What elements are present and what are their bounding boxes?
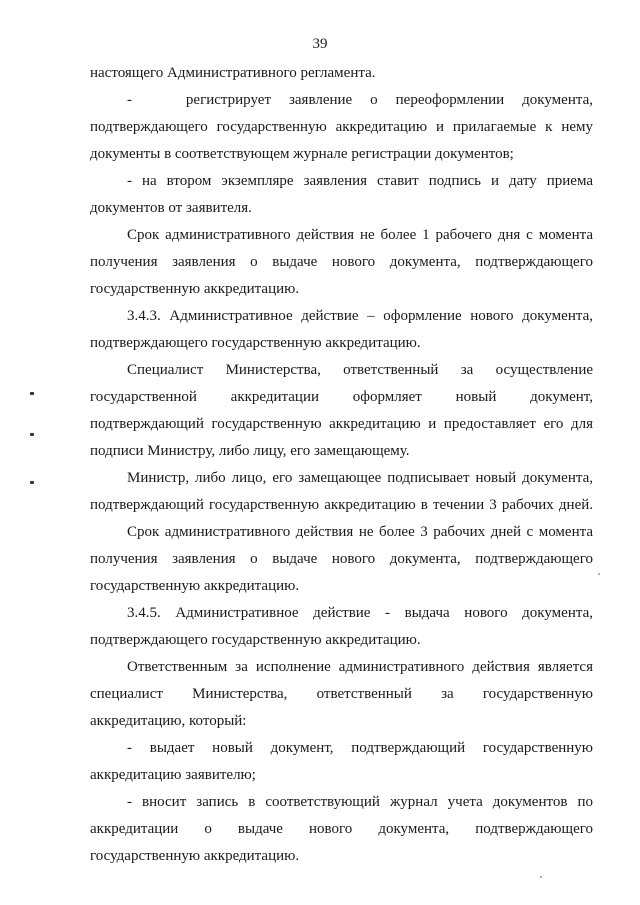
page-number: 39 — [312, 36, 328, 52]
text-line: - выдает новый документ, подтверждающий государственную — [127, 740, 593, 756]
text-line: специалист Министерства, ответственный за государственную — [90, 686, 593, 702]
text-line: получения заявления о выдаче нового документа, подтверждающего — [90, 551, 593, 567]
scan-mark — [30, 433, 34, 436]
scan-speck — [598, 573, 600, 575]
text-line: государственную аккредитацию. — [90, 578, 300, 594]
text-line: аккредитацию заявителю; — [90, 767, 256, 783]
document-body — [90, 60, 593, 870]
text-line: - на втором экземпляре заявления ставит подпись и дату приема — [127, 173, 593, 189]
text-line: - регистрирует заявление о переоформлении документа, — [127, 92, 593, 108]
text-line: подтверждающего государственную аккредитацию. — [90, 335, 421, 351]
text-line: 3.4.5. Административное действие - выдача нового документа, — [127, 605, 593, 621]
text-line: - вносит запись в соответствующий журнал учета документов по — [127, 794, 593, 810]
text-line: Министр, либо лицо, его замещающее подписывает новый документа, — [127, 470, 593, 486]
text-line: настоящего Административного регламента. — [90, 65, 376, 81]
text-line: 3.4.3. Административное действие – оформление нового документа, — [127, 308, 593, 324]
text-line: документов от заявителя. — [90, 200, 252, 216]
text-line: Специалист Министерства, ответственный за осуществление — [127, 362, 593, 378]
text-line: получения заявления о выдаче нового документа, подтверждающего — [90, 254, 593, 270]
text-line: государственную аккредитацию. — [90, 281, 300, 297]
text-line: Ответственным за исполнение административного действия является — [127, 659, 593, 675]
text-line: государственную аккредитацию. — [90, 848, 300, 864]
text-line: Срок административного действия не более 1 рабочего дня с момента — [127, 227, 593, 243]
text-line: государственной аккредитации оформляет новый документ, — [90, 389, 593, 405]
text-line: подтверждающий государственную аккредитацию и предоставляет его для — [90, 416, 593, 432]
text-line: подтверждающий государственную аккредитацию в течении 3 рабочих дней. — [90, 497, 593, 513]
scan-mark — [30, 481, 34, 484]
scan-mark — [30, 392, 34, 395]
text-line: подтверждающего государственную аккредитацию и прилагаемые к нему — [90, 119, 593, 135]
scan-speck — [540, 876, 542, 878]
text-line: подписи Министру, либо лицу, его замещающему. — [90, 443, 410, 459]
text-line: Срок административного действия не более 3 рабочих дней с момента — [127, 524, 593, 540]
text-line: аккредитацию, который: — [90, 713, 247, 729]
text-line: документы в соответствующем журнале регистрации документов; — [90, 146, 514, 162]
text-line: подтверждающего государственную аккредитацию. — [90, 632, 421, 648]
text-line: аккредитации о выдаче нового документа, подтверждающего — [90, 821, 593, 837]
